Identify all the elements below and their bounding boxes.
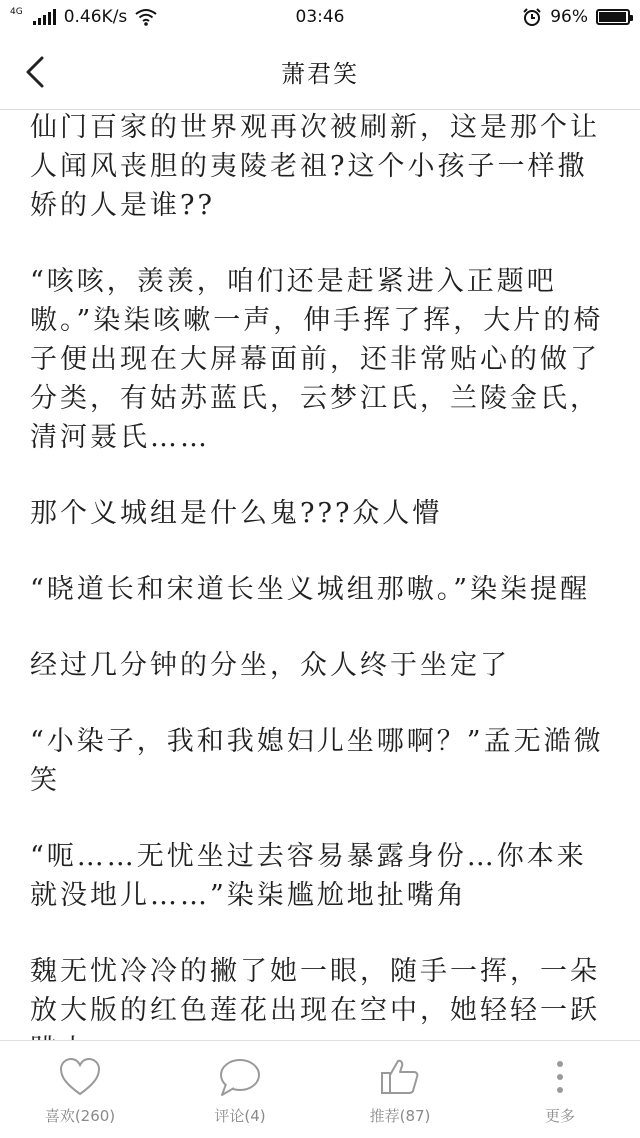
comment-icon bbox=[218, 1057, 262, 1097]
like-label: 喜欢(260) bbox=[44, 1107, 116, 1125]
battery-icon bbox=[596, 9, 630, 25]
more-label: 更多 bbox=[544, 1107, 575, 1125]
like-button[interactable] bbox=[0, 1041, 160, 1138]
article-paragraph: 经过几分钟的分坐，众人终于坐定了 bbox=[30, 650, 510, 681]
article-paragraph: 那个义城组是什么鬼???众人懵 bbox=[30, 498, 443, 529]
article-paragraph: “小染子，我和我媳妇儿坐哪啊？”孟无澔微笑 bbox=[30, 726, 604, 796]
comment-button[interactable] bbox=[160, 1041, 320, 1138]
page-title: 萧君笑 bbox=[281, 60, 359, 88]
recommend-button[interactable] bbox=[320, 1041, 480, 1138]
article-paragraph: 魏无忧冷冷的撇了她一眼，随手一挥，一朵放大版的红色莲花出现在空中，她轻轻一跃 bbox=[30, 956, 600, 1026]
article-body[interactable] bbox=[30, 110, 610, 1040]
network-speed: 0.46K/s bbox=[63, 7, 128, 27]
battery-percent: 96% bbox=[550, 7, 588, 27]
signal-icon bbox=[33, 9, 56, 25]
article-paragraph: 仙门百家的世界观再次被刷新，这是那个让人闻风丧胆的夷陵老祖?这个小孩子一样撒娇的人是谁?? bbox=[30, 112, 600, 221]
more-button[interactable] bbox=[480, 1041, 640, 1138]
article-paragraph: “咳咳，羡羡，咱们还是赶紧进入正题吧嗷。”染柒咳嗽一声，伸手挥了挥，大片的椅子便出现在大屏幕面前，还非常贴心的做了分类，有姑苏蓝氏，云梦江氏，兰陵金氏，清河聂氏…… bbox=[30, 266, 604, 453]
article-paragraph: “晓道长和宋道长坐义城组那嗷。”染柒提醒 bbox=[30, 574, 591, 605]
comment-label: 评论(4) bbox=[214, 1107, 266, 1125]
status-bar bbox=[0, 0, 640, 34]
heart-icon bbox=[58, 1057, 102, 1097]
article-paragraph: “呃……无忧坐过去容易暴露身份…你本来就没地儿……”染柒尴尬地扯嘴角 bbox=[30, 841, 587, 911]
nav-bar bbox=[0, 34, 640, 110]
alarm-icon bbox=[522, 7, 542, 27]
more-vertical-icon bbox=[538, 1057, 582, 1097]
recommend-label: 推荐(87) bbox=[369, 1107, 431, 1125]
thumbs-up-icon bbox=[378, 1057, 422, 1097]
bottom-action-bar bbox=[0, 1040, 640, 1138]
status-left bbox=[10, 7, 157, 27]
status-time: 03:46 bbox=[295, 7, 345, 27]
wifi-icon bbox=[135, 8, 157, 26]
battery-fill bbox=[599, 12, 626, 22]
status-right bbox=[522, 7, 630, 27]
network-type: 4G bbox=[10, 6, 23, 17]
